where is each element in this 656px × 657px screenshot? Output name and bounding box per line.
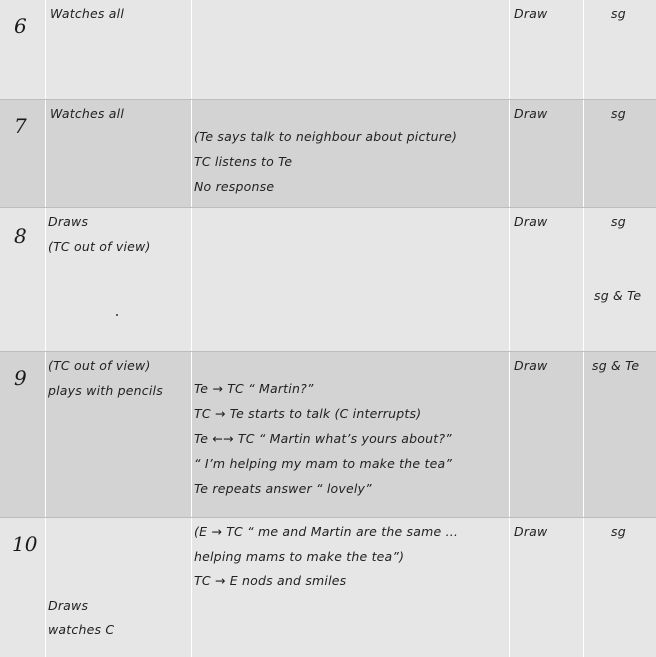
cell-interaction bbox=[192, 518, 510, 657]
interaction-text: helping mams to make the tea”) bbox=[194, 549, 405, 564]
cell-grouping bbox=[584, 208, 656, 351]
observation-text: (TC out of view) bbox=[48, 358, 151, 373]
cell-activity bbox=[510, 100, 584, 207]
observation-text: watches C bbox=[48, 622, 115, 637]
activity-text: Draw bbox=[514, 106, 548, 121]
cell-observation bbox=[46, 352, 192, 517]
cell-activity bbox=[510, 518, 584, 657]
observation-text: Draws bbox=[48, 214, 89, 229]
interaction-text: (E → TC “ me and Martin are the same … bbox=[194, 524, 459, 539]
table-row bbox=[0, 518, 656, 657]
row-number: 6 bbox=[14, 14, 27, 38]
cell-interaction bbox=[192, 208, 510, 351]
interaction-text: No response bbox=[194, 179, 275, 194]
cell-observation bbox=[46, 518, 192, 657]
cell-activity bbox=[510, 208, 584, 351]
table-row bbox=[0, 352, 656, 518]
interaction-text: TC → E nods and smiles bbox=[194, 573, 347, 588]
grouping-text: sg & Te bbox=[594, 288, 642, 303]
row-number: 10 bbox=[12, 532, 38, 556]
interaction-text: (Te says talk to neighbour about picture) bbox=[194, 129, 458, 144]
cell-observation bbox=[46, 100, 192, 207]
grouping-text: sg bbox=[611, 524, 626, 539]
cell-interaction bbox=[192, 100, 510, 207]
pen-mark bbox=[116, 314, 118, 316]
observation-text: Watches all bbox=[50, 6, 125, 21]
table-row bbox=[0, 208, 656, 352]
grouping-text: sg & Te bbox=[592, 358, 640, 373]
table-row bbox=[0, 100, 656, 208]
activity-text: Draw bbox=[514, 524, 548, 539]
observation-text: Watches all bbox=[50, 106, 125, 121]
cell-activity bbox=[510, 0, 584, 99]
row-number: 9 bbox=[14, 366, 27, 390]
cell-number bbox=[0, 208, 46, 351]
row-number: 7 bbox=[14, 114, 27, 138]
cell-grouping bbox=[584, 100, 656, 207]
activity-text: Draw bbox=[514, 214, 548, 229]
observation-text: Draws bbox=[48, 598, 89, 613]
observation-text: plays with pencils bbox=[48, 383, 163, 398]
cell-activity bbox=[510, 352, 584, 517]
interaction-text: Te ←→ TC “ Martin what’s yours about?” bbox=[194, 431, 452, 446]
activity-text: Draw bbox=[514, 6, 548, 21]
activity-text: Draw bbox=[514, 358, 548, 373]
grouping-text: sg bbox=[611, 214, 626, 229]
cell-observation bbox=[46, 208, 192, 351]
interaction-text: TC listens to Te bbox=[194, 154, 293, 169]
cell-grouping bbox=[584, 352, 656, 517]
cell-observation bbox=[46, 0, 192, 99]
cell-number bbox=[0, 352, 46, 517]
cell-grouping bbox=[584, 0, 656, 99]
row-number: 8 bbox=[14, 224, 27, 248]
cell-number bbox=[0, 100, 46, 207]
cell-interaction bbox=[192, 352, 510, 517]
cell-interaction bbox=[192, 0, 510, 99]
interaction-text: TC → Te starts to talk (C interrupts) bbox=[194, 406, 422, 421]
cell-number bbox=[0, 0, 46, 99]
interaction-text: “ I’m helping my mam to make the tea” bbox=[194, 456, 452, 471]
cell-grouping bbox=[584, 518, 656, 657]
grouping-text: sg bbox=[611, 6, 626, 21]
observation-text: (TC out of view) bbox=[48, 239, 151, 254]
table-row bbox=[0, 0, 656, 100]
interaction-text: Te repeats answer “ lovely” bbox=[194, 481, 372, 496]
cell-number bbox=[0, 518, 46, 657]
grouping-text: sg bbox=[611, 106, 626, 121]
interaction-text: Te → TC “ Martin?” bbox=[194, 381, 314, 396]
